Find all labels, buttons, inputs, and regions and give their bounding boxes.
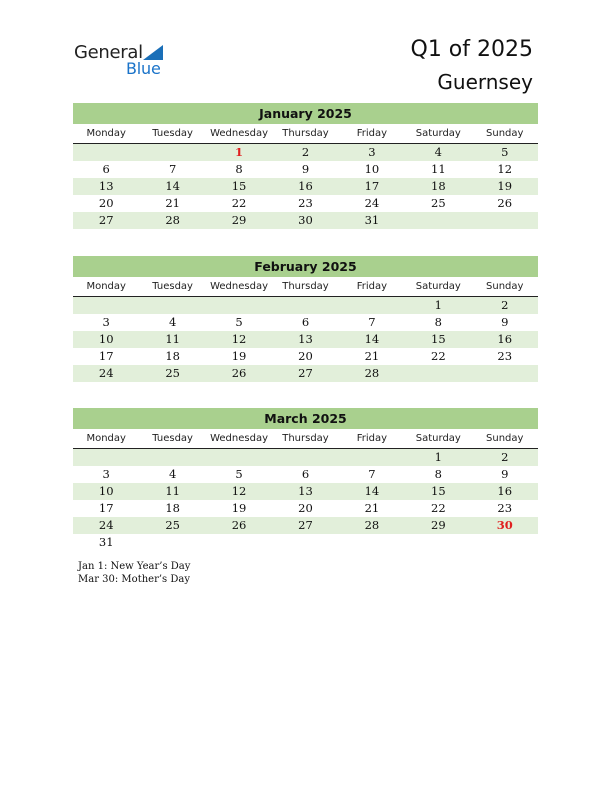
day-cell: 7 [168,162,177,176]
day-cell: 5 [501,145,509,159]
day-cell: 23 [497,501,513,515]
day-cell: 7 [368,467,376,481]
weekday-label: Monday [86,281,126,292]
empty-day-cell [339,534,405,551]
day-cell: 16 [497,484,513,498]
week-row [73,348,538,365]
empty-day-cell [139,144,205,161]
month-title: March 2025 [73,408,538,429]
weekday-header-row [73,277,538,297]
month-calendar [73,103,538,229]
day-cell: 16 [497,332,513,346]
week-row [73,517,538,534]
weekday-label: Sunday [486,433,524,444]
day-cell: 19 [231,501,247,515]
week-row [73,195,538,212]
day-cell: 22 [231,196,247,210]
day-cell: 25 [165,518,180,532]
week-row [73,449,538,466]
day-cell: 23 [298,196,313,210]
day-cell: 22 [431,349,446,363]
weekday-label: Tuesday [152,281,193,292]
week-row [73,500,538,517]
day-cell: 12 [231,484,247,498]
day-cell: 12 [497,162,513,176]
month-title: February 2025 [73,256,538,277]
day-cell: 31 [98,535,114,549]
empty-day-cell [472,365,538,382]
day-cell: 25 [165,366,180,380]
empty-day-cell [73,297,139,314]
day-cell: 14 [165,179,180,193]
empty-day-cell [272,534,338,551]
day-cell: 24 [98,366,114,380]
day-cell: 8 [235,162,243,176]
day-cell: 20 [98,196,114,210]
empty-day-cell [272,449,338,466]
day-cell: 3 [368,145,376,159]
empty-day-cell [139,534,205,551]
day-cell: 15 [431,332,446,346]
logo-blue-text: Blue [126,59,161,78]
week-row [73,466,538,483]
day-cell: 10 [98,484,114,498]
weekday-label: Saturday [415,433,461,444]
day-cell: 30 [298,213,313,227]
day-cell: 13 [98,179,114,193]
empty-day-cell [73,144,139,161]
week-row [73,297,538,314]
day-cell: 4 [168,315,177,329]
day-cell: 2 [501,450,509,464]
weekday-label: Sunday [486,128,524,139]
day-cell: 27 [298,366,313,380]
day-cell: 20 [298,501,313,515]
weekday-label: Monday [86,128,126,139]
week-row [73,483,538,500]
day-cell: 24 [364,196,380,210]
day-cell: 14 [364,484,380,498]
day-cell: 12 [231,332,247,346]
logo-triangle-icon [143,45,163,60]
day-cell: 13 [298,332,313,346]
week-row [73,144,538,161]
empty-day-cell [206,534,272,551]
week-row [73,161,538,178]
day-cell: 28 [165,213,180,227]
empty-day-cell [339,449,405,466]
day-cell: 14 [364,332,380,346]
day-cell: 9 [301,162,310,176]
holiday-note: Jan 1: New Year’s Day [78,561,191,572]
day-cell: 29 [431,518,446,532]
day-cell: 4 [434,145,442,159]
week-row [73,331,538,348]
day-cell: 3 [102,467,110,481]
day-cell: 26 [231,366,247,380]
day-cell: 17 [98,501,114,515]
empty-day-cell [73,449,139,466]
day-cell: 9 [501,315,509,329]
day-cell: 25 [431,196,446,210]
month-calendar [73,256,538,382]
day-cell: 21 [364,501,380,515]
day-cell: 1 [434,298,442,312]
weekday-label: Monday [86,433,126,444]
empty-day-cell [139,297,205,314]
empty-day-cell [139,449,205,466]
weekday-label: Friday [356,281,388,292]
page-subtitle: Guernsey [437,70,533,94]
day-cell: 3 [102,315,110,329]
week-row [73,314,538,331]
weekday-label: Saturday [415,128,461,139]
logo [74,42,174,78]
empty-day-cell [272,297,338,314]
day-cell: 27 [298,518,313,532]
weekday-header-row [73,124,538,144]
weekday-label: Friday [356,433,388,444]
day-cell: 30 [496,518,513,532]
day-cell: 13 [298,484,313,498]
day-cell: 10 [364,162,380,176]
weekday-header-row [73,429,538,449]
day-cell: 16 [298,179,313,193]
day-cell: 18 [165,349,180,363]
day-cell: 23 [497,349,513,363]
empty-day-cell [206,297,272,314]
day-cell: 19 [231,349,247,363]
empty-day-cell [405,534,471,551]
day-cell: 22 [431,501,446,515]
day-cell: 20 [298,349,313,363]
page-title: Q1 of 2025 [410,37,533,62]
day-cell: 5 [235,315,243,329]
day-cell: 11 [165,484,180,498]
weekday-label: Wednesday [210,128,268,139]
holiday-note: Mar 30: Mother’s Day [78,574,190,585]
day-cell: 7 [368,315,376,329]
weekday-label: Tuesday [152,433,193,444]
week-row [73,212,538,229]
day-cell: 28 [364,366,380,380]
weekday-label: Thursday [282,281,329,292]
day-cell: 6 [301,467,310,481]
day-cell: 24 [98,518,114,532]
logo-general-text: General [74,42,143,63]
day-cell: 27 [98,213,114,227]
day-cell: 8 [434,315,442,329]
day-cell: 8 [434,467,442,481]
day-cell: 18 [165,501,180,515]
weekday-label: Saturday [415,281,461,292]
weekday-label: Wednesday [210,433,268,444]
weekday-label: Thursday [282,433,329,444]
weekday-label: Thursday [282,128,329,139]
day-cell: 21 [364,349,380,363]
empty-day-cell [339,297,405,314]
day-cell: 26 [231,518,247,532]
day-cell: 19 [497,179,513,193]
day-cell: 10 [98,332,114,346]
weekday-label: Friday [356,128,388,139]
weekday-label: Sunday [486,281,524,292]
weekday-label: Wednesday [210,281,268,292]
day-cell: 31 [364,213,380,227]
day-cell: 29 [231,213,247,227]
day-cell: 15 [231,179,247,193]
empty-day-cell [405,365,471,382]
month-calendar [73,408,538,551]
day-cell: 15 [431,484,446,498]
day-cell: 2 [501,298,509,312]
day-cell: 11 [431,162,446,176]
month-title: January 2025 [73,103,538,124]
day-cell: 26 [497,196,513,210]
day-cell: 6 [301,315,310,329]
week-row [73,534,538,551]
day-cell: 1 [434,450,442,464]
day-cell: 18 [431,179,446,193]
day-cell: 5 [235,467,243,481]
day-cell: 11 [165,332,180,346]
empty-day-cell [405,212,471,229]
day-cell: 17 [364,179,380,193]
day-cell: 1 [235,145,244,159]
day-cell: 6 [102,162,110,176]
day-cell: 4 [168,467,177,481]
weekday-label: Tuesday [152,128,193,139]
day-cell: 28 [364,518,380,532]
holiday-notes [78,560,190,586]
week-row [73,365,538,382]
day-cell: 17 [98,349,114,363]
day-cell: 21 [165,196,180,210]
day-cell: 9 [501,467,509,481]
day-cell: 2 [301,145,310,159]
empty-day-cell [472,212,538,229]
empty-day-cell [472,534,538,551]
week-row [73,178,538,195]
empty-day-cell [206,449,272,466]
